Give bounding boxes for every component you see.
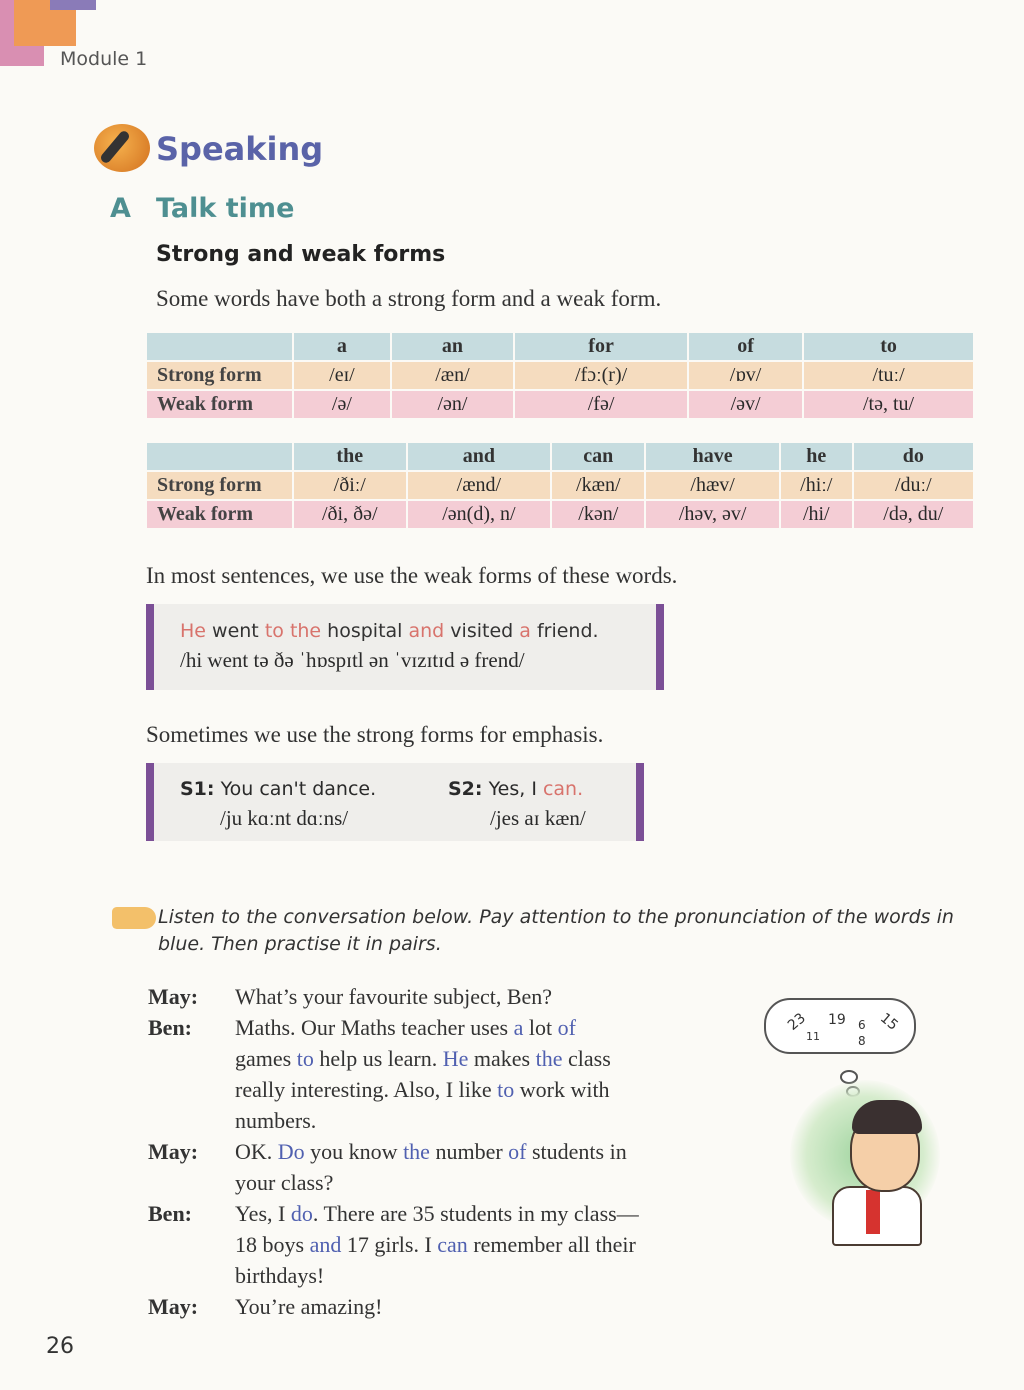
dialogue-line: Maths. Our Maths teacher uses a lot of [235,1015,576,1040]
module-label: Module 1 [60,48,148,70]
table-cell: have [646,443,779,470]
section-heading: Speaking [156,130,324,168]
table-cell: and [408,443,551,470]
table-cell: can [552,443,644,470]
boy-illustration [866,1190,880,1234]
table-cell: /fɔː(r)/ [515,362,687,389]
table-cell: /kən/ [552,501,644,528]
table-cell: a [294,333,390,360]
table-cell: /kæn/ [552,472,644,499]
dialogue-line: 18 boys and 17 girls. I can remember all their [235,1232,636,1257]
table-cell: for [515,333,687,360]
forms-table-2 [145,441,975,530]
table-cell: /ðiː/ [294,472,406,499]
example-word: friend. [536,620,599,642]
table-cell: to [804,333,973,360]
table-cell [147,443,292,470]
table-cell: /hiː/ [781,472,852,499]
table-cell: /tə, tu/ [804,391,973,418]
row-label: Weak form [147,391,292,418]
subsection-title: Strong and weak forms [156,242,446,267]
boy-illustration [852,1100,922,1134]
speaker-name: May: [148,1139,199,1164]
forms-table-1 [145,331,975,420]
row-label: Strong form [147,472,292,499]
table-row [147,501,973,528]
dialogue-line: You’re amazing! [235,1294,383,1319]
bubble-number: 6 [858,1018,866,1032]
speaker-label: S1: [180,778,215,800]
speaker-label: S2: [448,778,483,800]
s2-phonetic: /jes aɪ kæn/ [490,806,586,830]
example-word: a [519,620,531,642]
table-cell: /ən/ [392,391,513,418]
speaker-name: Ben: [148,1015,192,1040]
table-cell: /əv/ [689,391,802,418]
weak-forms-note: In most sentences, we use the weak forms of these words. [146,563,678,588]
dialogue-line: What’s your favourite subject, Ben? [235,984,553,1009]
example-sentence [180,620,599,642]
bubble-number: 15 [876,1010,901,1034]
row-label: Weak form [147,501,292,528]
table-cell: /eɪ/ [294,362,390,389]
table-cell: he [781,443,852,470]
speaker-name: Ben: [148,1201,192,1226]
corner-decoration [50,0,96,10]
table-cell: of [689,333,802,360]
table-row [147,333,973,360]
table-cell: /də, du/ [854,501,973,528]
listen-icon [112,907,156,929]
example-word: the [289,620,322,642]
bubble-number: 8 [858,1034,866,1048]
example-box-weak [146,604,664,690]
dialogue-line: OK. Do you know the number of students in [235,1139,627,1164]
table-cell: /həv, əv/ [646,501,779,528]
table-row [147,391,973,418]
speaker-name: May: [148,1294,199,1319]
table-cell: an [392,333,513,360]
example-word: went [212,620,259,642]
dialogue-line: games to help us learn. He makes the class [235,1046,611,1071]
dialogue-line: birthdays! [235,1263,325,1288]
table-row [147,443,973,470]
table-cell: /hæv/ [646,472,779,499]
table-row [147,472,973,499]
table-cell: /ɒv/ [689,362,802,389]
table-row [147,362,973,389]
dialogue-line: numbers. [235,1108,317,1133]
example-word: hospital [327,620,403,642]
example-word: and [408,620,445,642]
table-cell: /tuː/ [804,362,973,389]
strong-forms-note: Sometimes we use the strong forms for emphasis. [146,722,604,747]
table-cell: do [854,443,973,470]
bubble-number: 11 [806,1030,820,1043]
speaker-name: May: [148,984,199,1009]
table-cell: /duː/ [854,472,973,499]
section-title: Talk time [156,193,295,224]
example-word: to [264,620,284,642]
table-cell: /ən(d), n/ [408,501,551,528]
intro-text: Some words have both a strong form and a weak form. [156,286,662,311]
bubble-number: 19 [828,1012,846,1028]
s2-line [448,778,583,800]
s2-text: Yes, I [488,778,537,800]
listening-instruction: Listen to the conversation below. Pay attention to the pronunciation of the words in blue. Then practise it in pairs. [158,906,954,955]
s1-text: You can't dance. [220,778,377,800]
dialogue-line: really interesting. Also, I like to work with [235,1077,610,1102]
s1-line [180,778,376,800]
table-cell: /fə/ [515,391,687,418]
example-word: He [180,620,206,642]
table-cell: /ə/ [294,391,390,418]
page-number: 26 [46,1334,74,1359]
table-cell: the [294,443,406,470]
dialogue-line: Yes, I do. There are 35 students in my class— [235,1201,639,1226]
s1-phonetic: /ju kɑːnt dɑːns/ [220,806,349,830]
table-cell: /ænd/ [408,472,551,499]
example-word: visited [450,620,514,642]
table-cell: /hi/ [781,501,852,528]
bubble-number: 23 [784,1010,809,1034]
s2-highlight: can. [542,778,584,800]
section-letter: A [110,193,131,224]
table-cell: /ði, ðə/ [294,501,406,528]
table-cell: /æn/ [392,362,513,389]
dialogue-line: your class? [235,1170,334,1195]
example-phonetic: /hi went tə ðə ˈhɒspɪtl ən ˈvɪzɪtɪd ə frend/ [180,648,525,672]
table-cell [147,333,292,360]
row-label: Strong form [147,362,292,389]
